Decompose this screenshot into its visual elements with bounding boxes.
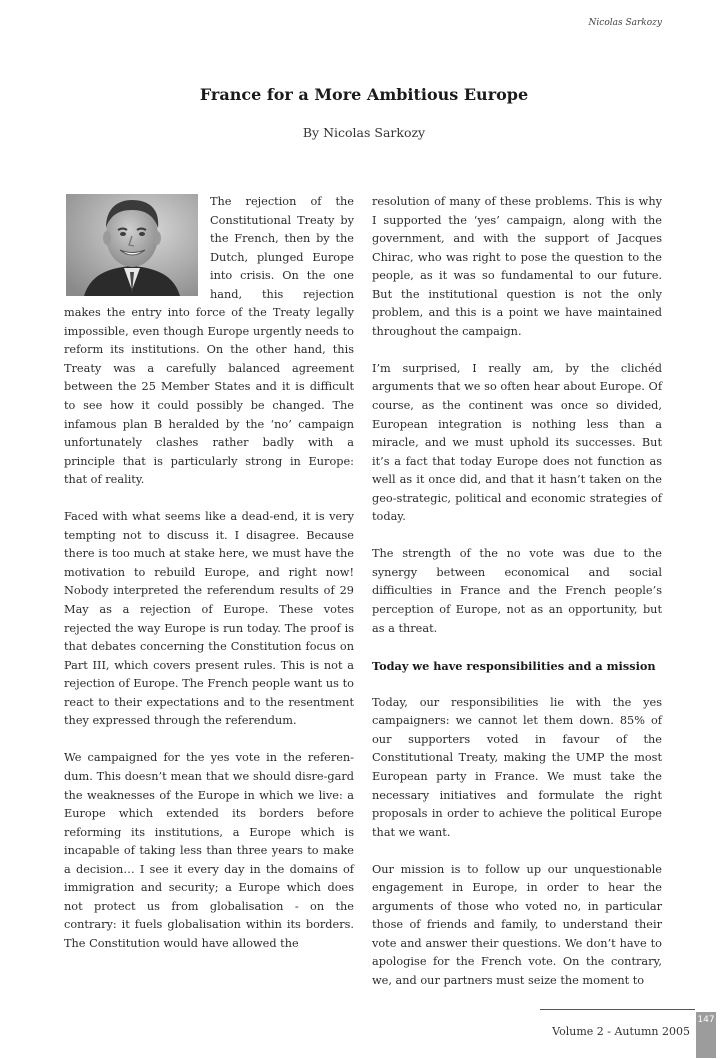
page-number-tab [696, 1012, 716, 1058]
paragraph: resolution of many of these problems. This is why I supported the ‘yes’ campaign, along with the government, and with the support of Jacques Chirac, who was right to pose the question to the people, as it was so fundamental to our future. But the institutional question is not the only problem, and this is a point we have maintained throughout the campaign. [372, 195, 662, 338]
running-head: Nicolas Sarkozy [588, 18, 662, 28]
right-column [372, 193, 662, 1009]
article-title: France for a More Ambitious Europe [199, 85, 529, 104]
footer-divider [540, 1009, 695, 1010]
page-number: 147 [697, 1015, 715, 1025]
article-byline: By Nicolas Sarkozy [302, 125, 426, 140]
paragraph: The strength of the no vote was due to the synergy between economical and social difficulties in France and the French people’s perception of Europe, not as an opportunity, but as a threat. [372, 547, 662, 635]
paragraph: Faced with what seems like a dead-end, it is very tempting not to discuss it. I disagree. Because there is too much at stake here, we must have the motivation to rebuild Europe, and right now! Nobody interpreted the referendum results of 29 May as a rejection of Europe. These votes rejected the way Europe is run today. The proof is that debates concerning the Constitution focus on Part III, which covers present rules. This is not a rejection of Europe. The French people want us to react to their expectations and to the resentment they expressed through the referendum. [64, 510, 354, 728]
paragraph: Our mission is to follow up our unquestionable engagement in Europe, in order to hear the arguments of those who voted no, in particular those of friends and family, to understand their vote and answer their questions. We don’t have to apologise for the French vote. On the contrary, we, and our partners must seize the moment to [372, 862, 662, 987]
section-subheading: Today we have responsibilities and a mission [372, 658, 656, 673]
author-portrait [66, 194, 198, 296]
left-column [64, 193, 354, 972]
issue-label: Volume 2 - Autumn 2005 [552, 1025, 690, 1038]
paragraph: The rejection of the Constitutional Treaty by the French, then by the Dutch, plunged Europe into crisis. On the one hand, this rejection makes the entry into force of the Treaty legally impossible, even though Europe urgently needs to reform its institutions. On the other hand, this Treaty was a carefully balanced agreement between the 25 Member States and it is difficult to see how it could possibly be changed. The infamous plan B heralded by the ‘no’ campaign unfortunately clashes rather badly with a principle that is particularly strong in Europe: that of reality. [64, 195, 354, 487]
paragraph: We campaigned for the yes vote in the referen-dum. This doesn’t mean that we should disre-gard the weaknesses of the Europe in which we live: a Europe which extended its borders before reforming its institutions, a Europe which is incapable of taking less than three years to make a decision… I see it every day in the domains of immigration and security; a Europe which does not protect us from globalisation - on the contrary: it fuels globalisation within its borders. The Constitution would have allowed the [64, 751, 354, 950]
paragraph: Today, our responsibilities lie with the yes campaigners: we cannot let them down. 85% of our supporters voted in favour of the Constitutional Treaty, making the UMP the most European party in France. We must take the necessary initiatives and formulate the right proposals in order to achieve the political Europe that we want. [372, 695, 662, 839]
paragraph: I’m surprised, I really am, by the clichéd arguments that we so often hear about Europe. Of course, as the continent was once so divided, European integration is nothing less than a miracle, and we must uphold its successes. But it’s a fact that today Europe does not function as well as it once did, and that it hasn’t taken on the geo-strategic, political and economic strategies of today. [372, 361, 662, 524]
